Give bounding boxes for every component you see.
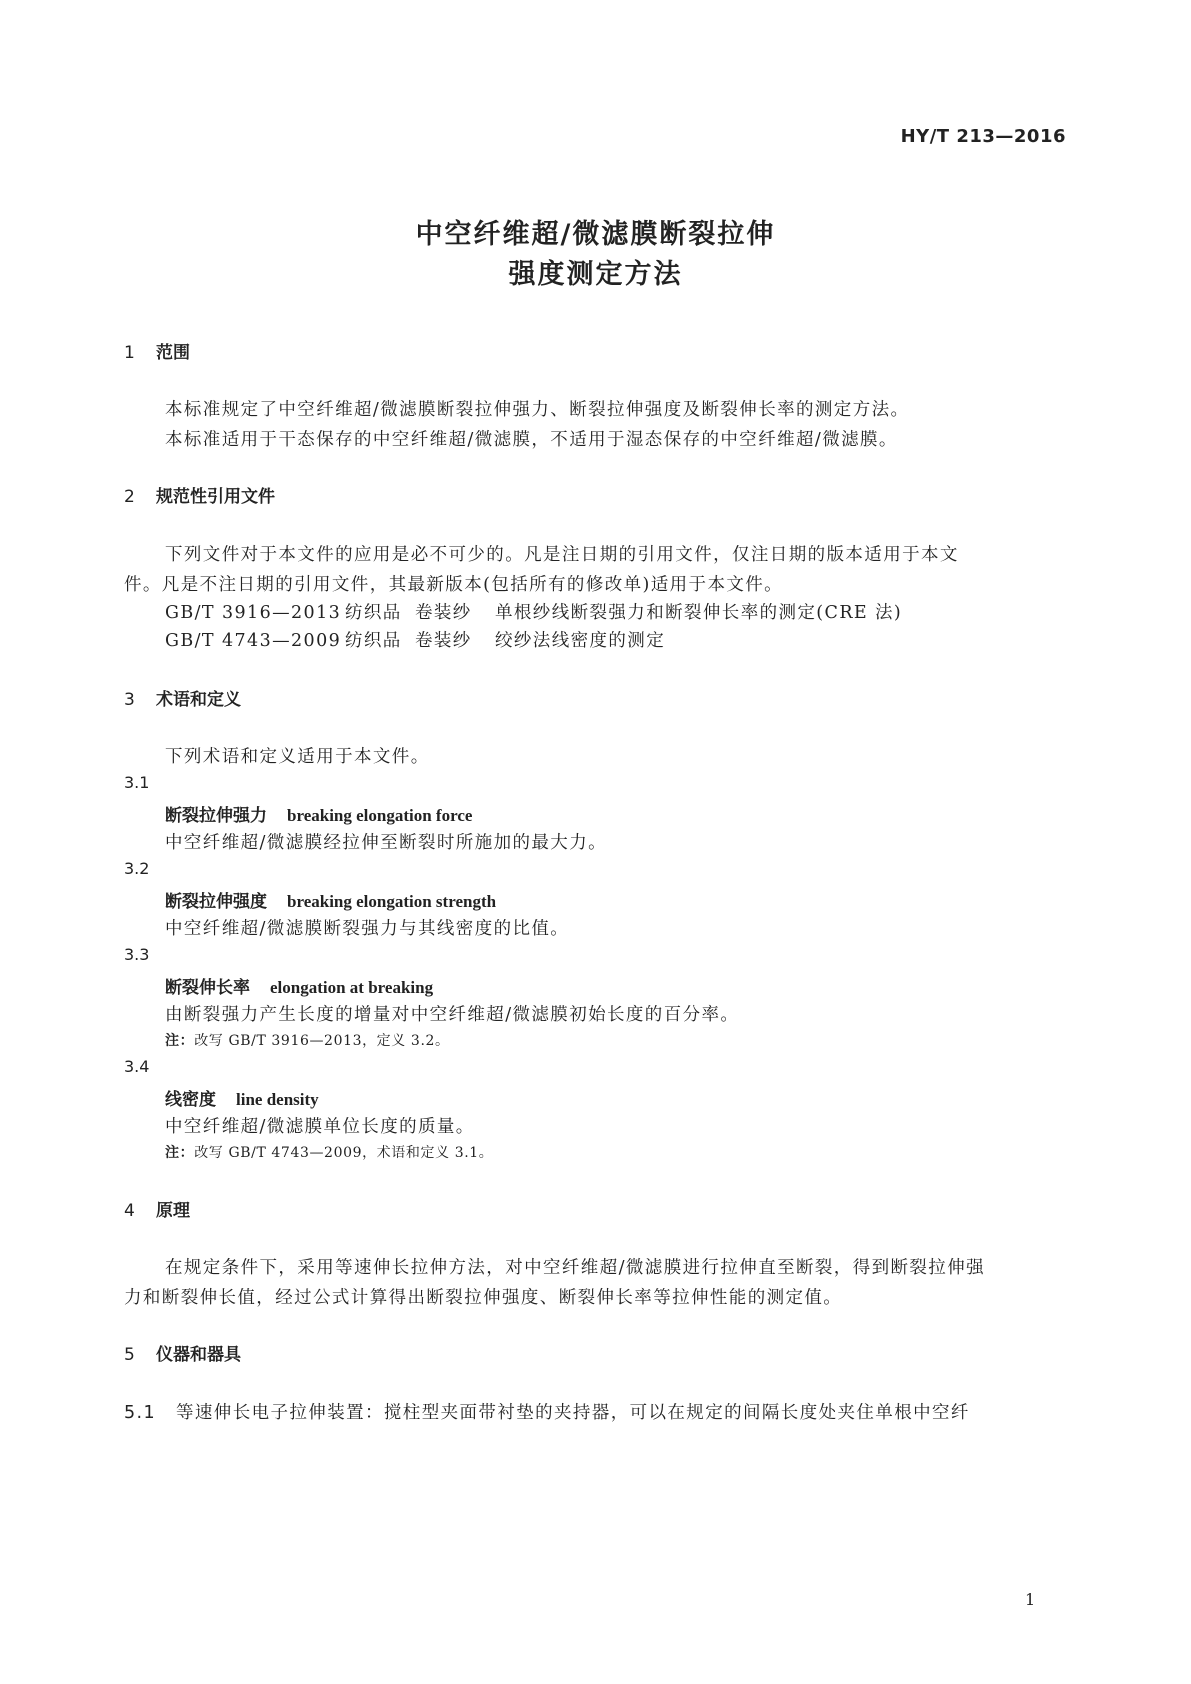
note-text: 改写 GB/T 3916—2013，定义 3.2。 [194, 1033, 450, 1049]
term-definition: 中空纤维超/微滤膜单位长度的质量。 [165, 1117, 475, 1137]
reference-code: GB/T 4743—2009 [165, 631, 342, 651]
term-en: line density [236, 1090, 319, 1109]
term-number: 3.3 [124, 945, 150, 964]
standard-code: HY/T 213—2016 [900, 126, 1066, 147]
paragraph: 本标准适用于干态保存的中空纤维超/微滤膜，不适用于湿态保存的中空纤维超/微滤膜。 [165, 430, 898, 450]
reference-category: 纺织品 [345, 603, 402, 623]
note-label: 注： [165, 1033, 195, 1049]
section-title: 原理 [156, 1201, 190, 1221]
section-title: 范围 [156, 343, 190, 363]
term-note [165, 1030, 450, 1050]
term-number: 3.1 [124, 773, 150, 792]
term-en: elongation at breaking [270, 978, 434, 997]
term-number: 3.4 [124, 1057, 150, 1076]
term-heading [165, 801, 472, 826]
note-label: 注： [165, 1145, 195, 1161]
note-text: 改写 GB/T 4743—2009，术语和定义 3.1。 [194, 1145, 494, 1161]
reference-item [165, 627, 665, 652]
clause-number: 5.1 [124, 1403, 157, 1423]
term-definition: 中空纤维超/微滤膜断裂强力与其线密度的比值。 [165, 919, 570, 939]
section-number: 4 [124, 1201, 135, 1221]
section-number: 1 [124, 343, 135, 363]
section-5-heading [124, 1340, 241, 1365]
page-title-line2: 强度测定方法 [508, 259, 683, 290]
reference-title: 单根纱线断裂强力和断裂伸长率的测定(CRE 法) [495, 603, 903, 623]
term-definition: 中空纤维超/微滤膜经拉伸至断裂时所施加的最大力。 [165, 833, 607, 853]
section-2-heading [124, 482, 275, 507]
term-en: breaking elongation force [287, 806, 473, 825]
term-zh: 断裂伸长率 [165, 978, 250, 998]
reference-code: GB/T 3916—2013 [165, 603, 342, 623]
paragraph: 下列文件对于本文件的应用是必不可少的。凡是注日期的引用文件，仅注日期的版本适用于本文 [165, 545, 959, 565]
page-number: 1 [1025, 1590, 1036, 1609]
page-title-line1: 中空纤维超/微滤膜断裂拉伸 [415, 219, 776, 250]
term-en: breaking elongation strength [287, 892, 497, 911]
section-number: 2 [124, 487, 135, 507]
term-heading [165, 973, 433, 998]
paragraph-continuation: 力和断裂伸长值，经过公式计算得出断裂拉伸强度、断裂伸长率等拉伸性能的测定值。 [124, 1288, 843, 1308]
term-heading [165, 887, 496, 912]
paragraph: 本标准规定了中空纤维超/微滤膜断裂拉伸强力、断裂拉伸强度及断裂伸长率的测定方法。 [165, 400, 910, 420]
section-number: 3 [124, 690, 135, 710]
term-zh: 线密度 [165, 1090, 216, 1110]
paragraph: 在规定条件下，采用等速伸长拉伸方法，对中空纤维超/微滤膜进行拉伸直至断裂，得到断裂拉伸强 [165, 1258, 985, 1278]
reference-subcategory: 卷装纱 [415, 603, 472, 623]
reference-category: 纺织品 [345, 631, 402, 651]
term-zh: 断裂拉伸强力 [165, 806, 267, 826]
term-note [165, 1142, 493, 1162]
section-title: 术语和定义 [156, 690, 241, 710]
term-zh: 断裂拉伸强度 [165, 892, 267, 912]
section-4-heading [124, 1196, 190, 1221]
reference-item [165, 599, 902, 624]
section-3-heading [124, 685, 241, 710]
term-number: 3.2 [124, 859, 150, 878]
paragraph: 下列术语和定义适用于本文件。 [165, 747, 430, 767]
clause-5-1 [124, 1399, 970, 1424]
term-definition: 由断裂强力产生长度的增量对中空纤维超/微滤膜初始长度的百分率。 [165, 1005, 740, 1025]
section-title: 仪器和器具 [156, 1345, 241, 1365]
section-number: 5 [124, 1345, 135, 1365]
paragraph-continuation: 件。凡是不注日期的引用文件，其最新版本(包括所有的修改单)适用于本文件。 [124, 575, 784, 595]
term-heading [165, 1085, 319, 1110]
reference-subcategory: 卷装纱 [415, 631, 472, 651]
section-1-heading [124, 338, 190, 363]
section-title: 规范性引用文件 [156, 487, 275, 507]
reference-title: 绞纱法线密度的测定 [495, 631, 666, 651]
clause-text: 等速伸长电子拉伸装置：搅柱型夹面带衬垫的夹持器，可以在规定的间隔长度处夹住单根中空纤 [176, 1403, 970, 1423]
